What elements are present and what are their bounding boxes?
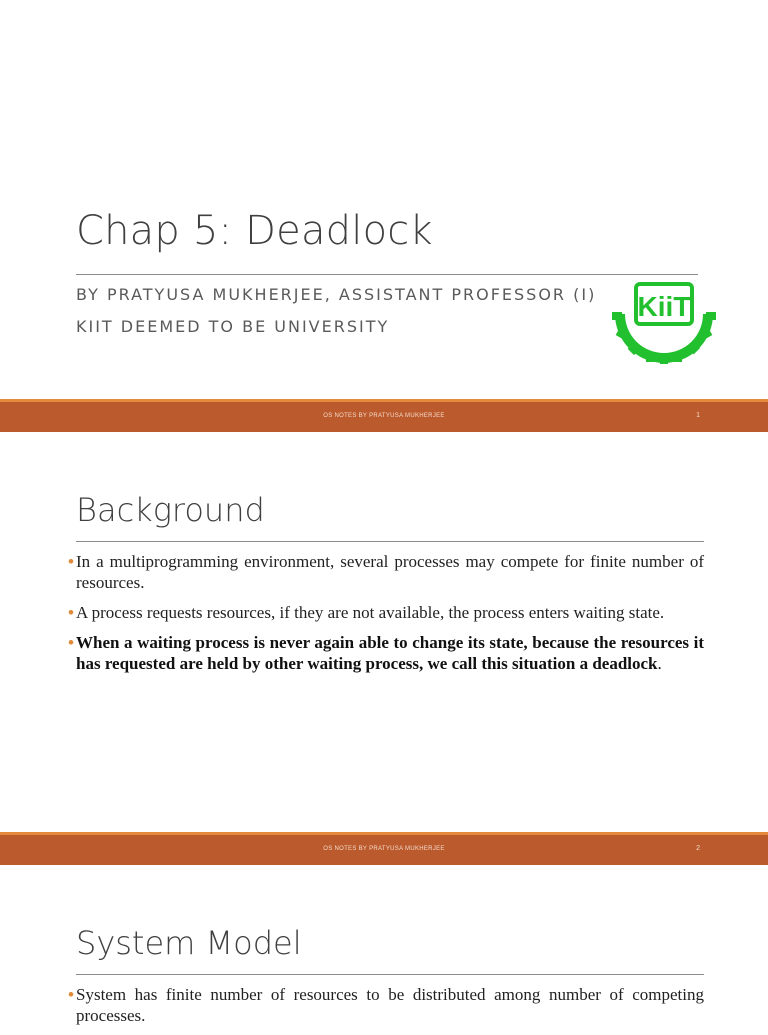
bullet-item: • In a multiprogramming environment, several processes may compete for finite number of resources.: [68, 552, 704, 592]
page-number: 2: [696, 845, 700, 852]
institution-line: KIIT DEEMED TO BE UNIVERSITY: [76, 317, 390, 336]
slide-heading: Background: [76, 491, 265, 529]
kiit-logo: [608, 276, 720, 368]
footer-text: OS NOTES BY PRATYUSA MUKHERJEE: [323, 846, 445, 852]
author-line: BY PRATYUSA MUKHERJEE, ASSISTANT PROFESSOR (I): [76, 285, 597, 304]
bullet-marker: •: [68, 633, 74, 652]
title-divider: [76, 274, 698, 275]
slide-heading: System Model: [76, 924, 302, 962]
slide-2: [0, 433, 768, 852]
bullet-item: • System has finite number of resources to be distributed among number of competing processes.: [68, 985, 704, 1025]
logo-wordmark: KiiT: [637, 291, 691, 322]
bullet-list: [68, 551, 704, 683]
bullet-list: [68, 984, 704, 1035]
heading-divider: [76, 974, 704, 975]
bullet-marker: •: [68, 985, 74, 1004]
slide-footer: [0, 399, 768, 432]
bullet-marker: •: [68, 552, 74, 571]
slide-1: [0, 0, 768, 419]
slide-title: Chap 5: Deadlock: [76, 208, 433, 254]
bullet-item: • When a waiting process is never again able to change its state, because the resources it has requested are held by other waiting process, we call this situation a deadlock.: [68, 633, 704, 673]
page-number: 1: [696, 412, 700, 419]
footer-text: OS NOTES BY PRATYUSA MUKHERJEE: [323, 413, 445, 419]
slide-3: [0, 866, 768, 1024]
heading-divider: [76, 541, 704, 542]
slide-footer: [0, 832, 768, 865]
bullet-marker: •: [68, 603, 74, 622]
bullet-item: • A process requests resources, if they are not available, the process enters waiting state.: [68, 603, 665, 622]
